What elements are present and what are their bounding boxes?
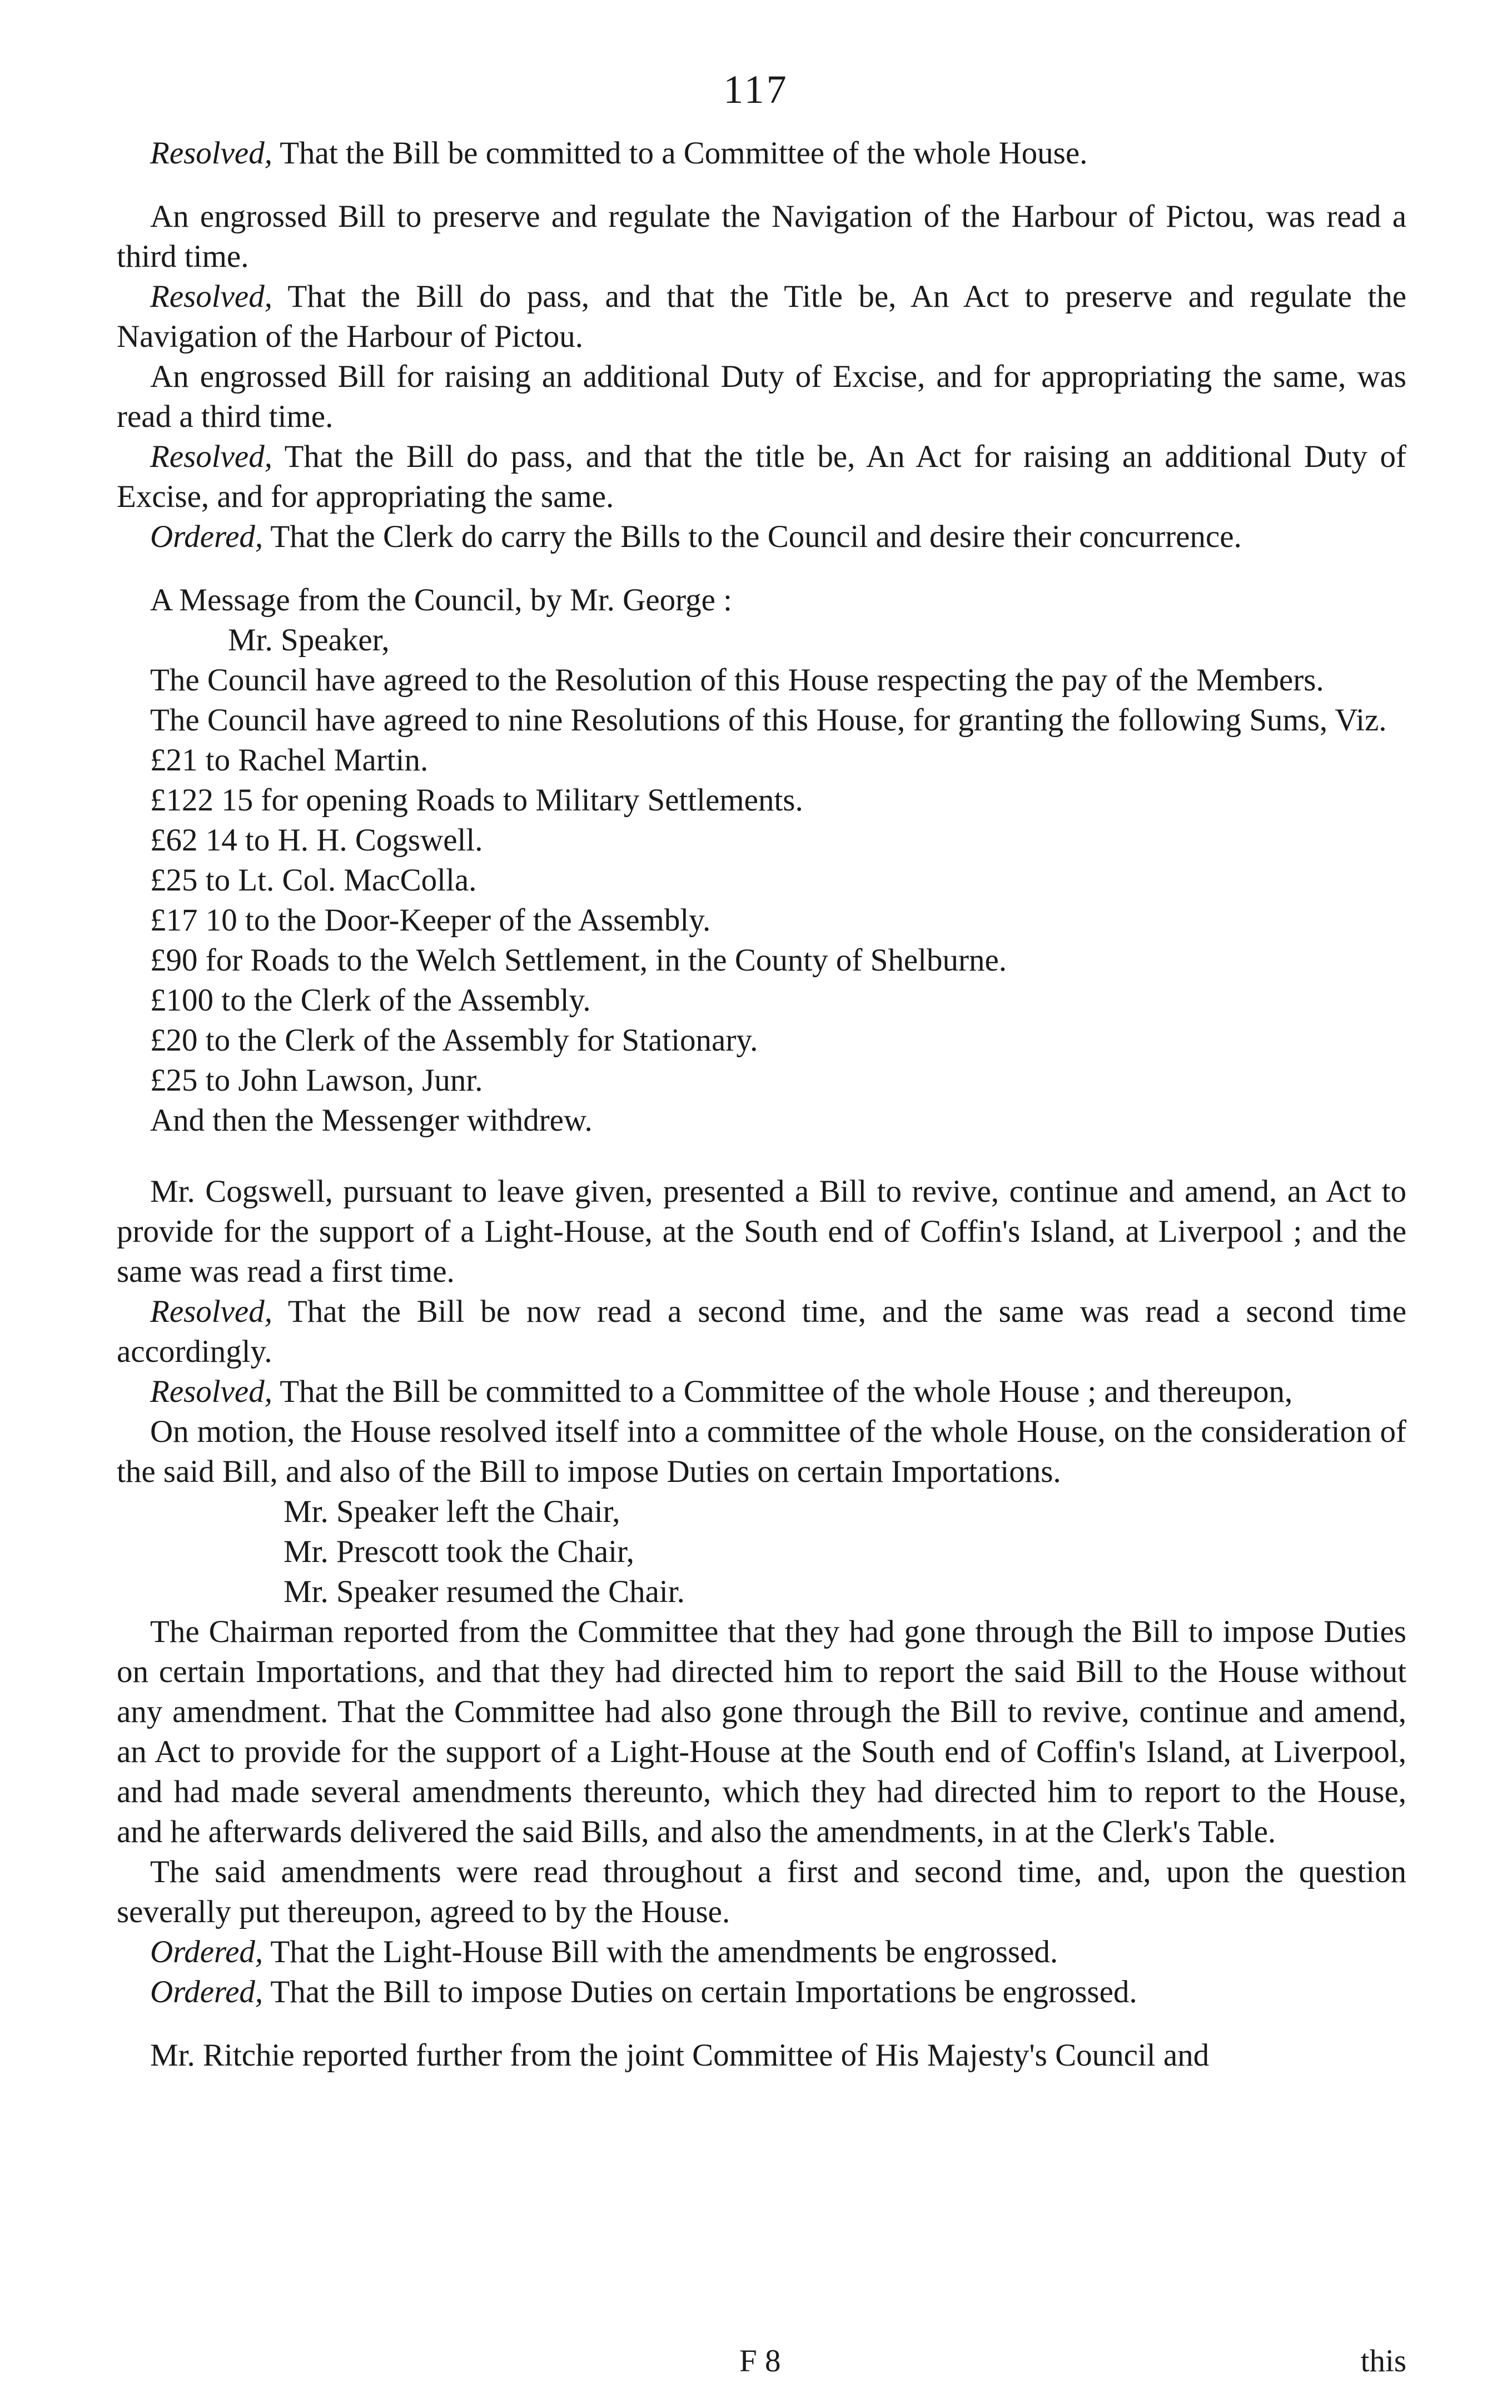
bill-paragraph: An engrossed Bill to preserve and regulate the Navigation of the Harbour of Pictou, was read a third time. [117,199,1406,274]
sum-item: £62 14 to H. H. Cogswell. [150,823,483,858]
message-paragraph: The Council have agreed to nine Resolutions of this House, for granting the following Sums, Viz. [150,703,1387,738]
motion-paragraph: On motion, the House resolved itself into a committee of the whole House, on the consideration of the said Bill, and also of the Bill to impose Duties on certain Importations. [117,1414,1406,1489]
sum-item: £25 to Lt. Col. MacColla. [150,863,477,898]
message-paragraph: The Council have agreed to the Resolution of this House respecting the pay of the Members. [150,663,1324,698]
paragraph-lead: Ordered, [150,1934,263,1969]
signature-mark: F 8 [739,2344,781,2379]
sum-item: £90 for Roads to the Welch Settlement, in the County of Shelburne. [150,943,1007,978]
paragraph-text: That the Light-House Bill with the amendments be engrossed. [263,1934,1058,1969]
paragraph-lead: Ordered, [150,1974,263,2009]
sum-item: £20 to the Clerk of the Assembly for Stationary. [150,1023,758,1058]
paragraph-lead: Resolved, [150,1294,272,1329]
resolution-paragraph [117,133,1406,173]
chair-line: Mr. Speaker resumed the Chair. [284,1574,685,1609]
order-paragraph [117,1932,1406,1972]
paragraph-text: That the Bill be now read a second time, and the same was read a second time accordingly. [117,1294,1406,1369]
order-paragraph [117,1972,1406,2012]
sum-item: £25 to John Lawson, Junr. [150,1063,483,1098]
paragraph-text: That the Bill be committed to a Committee of the whole House. [272,136,1088,171]
page-number: 117 [723,67,789,112]
report-paragraph: The Chairman reported from the Committee that they had gone through the Bill to impose Duties on certain Importations, and that they had directed him to report the said Bill to the House without any amendment. That the Committee had also gone through the Bill to revive, continue and amend, an Act to provide for the support of a Light-House at the South end of Coffin's Island, at Liverpool, and had made several amendments thereunto, which they had directed him to report to the House, and he afterwards delivered the said Bills, and also the amendments, in at the Clerk's Table. [117,1614,1406,1849]
paragraph-text: That the Bill do pass, and that the title be, An Act for raising an additional Duty of Excise, and for appropriating the same. [117,439,1406,514]
paragraph-text: That the Clerk do carry the Bills to the Council and desire their concurrence. [263,519,1242,554]
sum-item: £100 to the Clerk of the Assembly. [150,983,591,1018]
report-paragraph: Mr. Ritchie reported further from the joint Committee of His Majesty's Council and [150,2038,1210,2073]
resolution-paragraph [117,1292,1406,1372]
order-paragraph [117,517,1406,557]
chair-line: Mr. Prescott took the Chair, [284,1534,634,1569]
message-intro: A Message from the Council, by Mr. George : [150,583,732,618]
amendments-paragraph: The said amendments were read throughout a first and second time, and, upon the question severally put thereupon, agreed to by the House. [117,1854,1406,1929]
resolution-paragraph [117,277,1406,357]
messenger-withdrew: And then the Messenger withdrew. [150,1103,593,1138]
sum-item: £21 to Rachel Martin. [150,743,429,778]
sums-list [117,740,1406,1101]
chair-changes [117,1492,1406,1612]
resolution-paragraph [117,437,1406,517]
paragraph-lead: Resolved, [150,279,272,314]
paragraph-lead: Resolved, [150,1374,272,1409]
paragraph-lead: Ordered, [150,519,263,554]
bill-paragraph: An engrossed Bill for raising an additional Duty of Excise, and for appropriating the same, was read a third time. [117,359,1406,434]
paragraph-lead: Resolved, [150,439,272,474]
message-salutation: Mr. Speaker, [228,623,390,658]
sum-item: £17 10 to the Door-Keeper of the Assembly. [150,903,711,938]
chair-line: Mr. Speaker left the Chair, [284,1494,620,1529]
paragraph-text: That the Bill do pass, and that the Title be, An Act to preserve and regulate the Navigation of the Harbour of Pictou. [117,279,1406,354]
catchword: this [1360,2344,1406,2379]
paragraph-text: That the Bill be committed to a Committee of the whole House ; and thereupon, [272,1374,1293,1409]
bill-paragraph: Mr. Cogswell, pursuant to leave given, presented a Bill to revive, continue and amend, an Act to provide for the support of a Light-House, at the South end of Coffin's Island, at Liverpool ; and the same was read a first time. [117,1174,1406,1289]
resolution-paragraph [117,1372,1406,1412]
sum-item: £122 15 for opening Roads to Military Settlements. [150,783,803,818]
page-body [117,133,1406,2076]
paragraph-text: That the Bill to impose Duties on certain Importations be engrossed. [263,1974,1137,2009]
paragraph-lead: Resolved, [150,136,272,171]
